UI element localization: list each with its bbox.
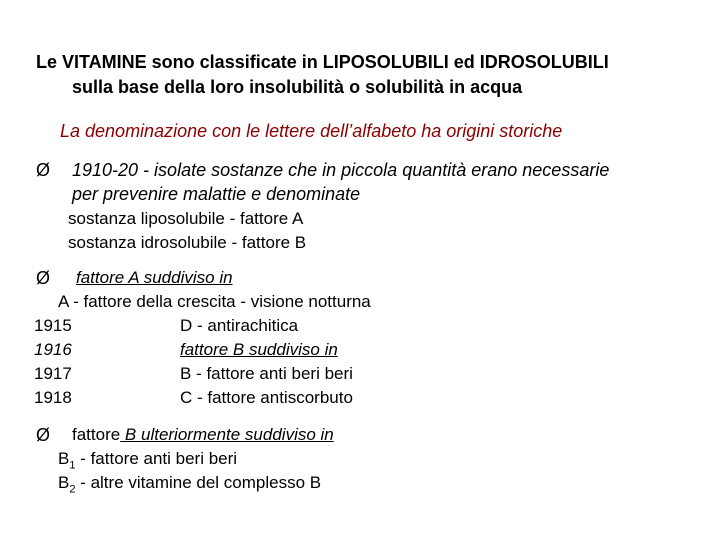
b1-text: - fattore anti beri beri [75, 449, 238, 468]
section1-line-1: 1910-20 - isolate sostanze che in piccola quantità erano necessarie [72, 160, 610, 180]
subtitle: La denominazione con le lettere dell’alfabeto ha origini storiche [60, 121, 563, 141]
year-label: 1917 [34, 364, 72, 383]
section1-line-3: sostanza liposolubile - fattore A [68, 209, 304, 228]
row-text: D - antirachitica [180, 316, 299, 335]
year-label: 1915 [34, 316, 72, 335]
header-line-1: Le VITAMINE sono classificate in LIPOSOLUBILI ed IDROSOLUBILI [36, 52, 609, 72]
section1-line-2: per prevenire malattie e denominate [72, 184, 361, 204]
year-label: 1916 [34, 340, 72, 359]
b2-text: - altre vitamine del complesso B [75, 473, 322, 492]
section1-line-4: sostanza idrosolubile - fattore B [68, 233, 307, 252]
b2-subscript: 2 [69, 483, 76, 496]
section3-b1 [58, 449, 237, 471]
section2-heading: fattore A suddiviso in [76, 268, 233, 287]
year-label: 1918 [34, 388, 72, 407]
section2-line-a: A - fattore della crescita - visione notturna [58, 292, 371, 311]
bullet-arrow-icon: Ø [36, 160, 51, 180]
section3-b2 [58, 473, 321, 495]
row-text: fattore B suddiviso in [180, 340, 338, 359]
section3-heading [72, 425, 334, 445]
b2-letter: B [58, 473, 70, 492]
row-text: B - fattore anti beri beri [180, 364, 353, 383]
row-text: C - fattore antiscorbuto [180, 388, 353, 407]
b1-letter: B [58, 449, 70, 468]
section3-heading-prefix: fattore [72, 425, 121, 444]
bullet-arrow-icon: Ø [36, 425, 51, 445]
header-line-2: sulla base della loro insolubilità o solubilità in acqua [72, 77, 523, 97]
section3-heading-underlined: B ulteriormente suddiviso in [120, 425, 334, 444]
b1-subscript: 1 [69, 459, 76, 472]
bullet-arrow-icon: Ø [36, 268, 51, 288]
